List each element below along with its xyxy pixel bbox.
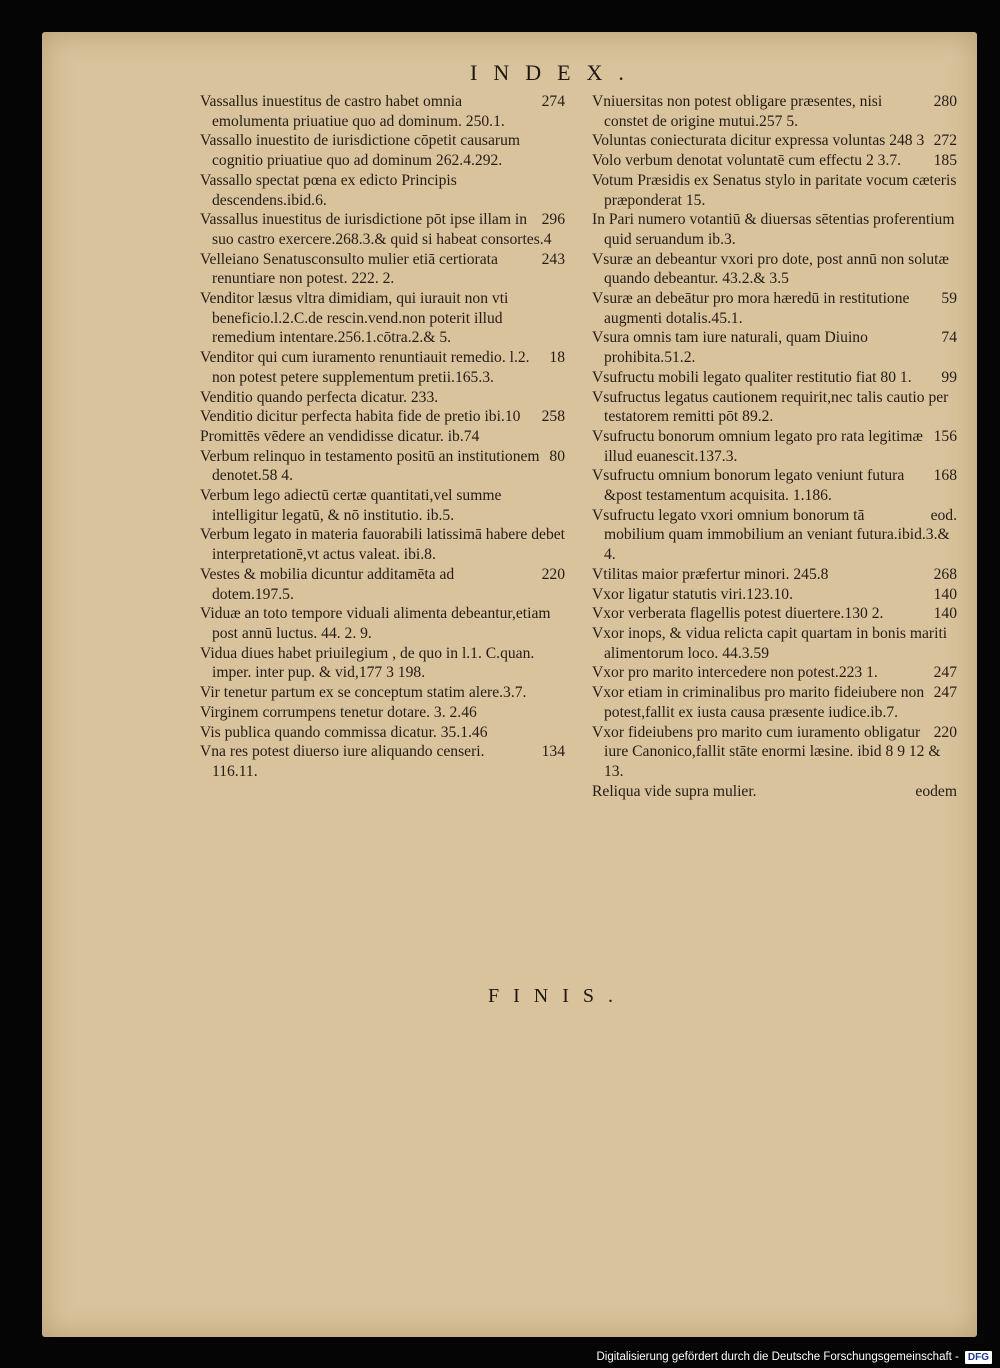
index-entry (592, 604, 957, 624)
index-entry-text: Vsufructu bonorum omnium legato pro rata legitimæ illud euanescit.137.3. (592, 427, 923, 465)
index-entry-text: Promittēs vēdere an vendidisse dicatur. ib.74 (200, 427, 480, 445)
index-entry (592, 210, 957, 249)
index-entry-page: 99 (941, 368, 957, 386)
index-entry (592, 624, 957, 663)
index-entry-text: Venditio dicitur perfecta habita fide de pretio ibi.10 (200, 408, 521, 426)
index-entry (592, 663, 957, 683)
index-entry-text: Vassallo spectat pœna ex edicto Principis descendens.ibid.6. (200, 171, 457, 209)
index-entry-page: 18 (549, 349, 565, 367)
index-entry (592, 585, 957, 605)
index-entry-text: Vniuersitas non potest obligare præsentes, nisi constet de origine mutui.257 5. (592, 93, 883, 130)
index-entry-page: 156 (933, 427, 957, 445)
index-entry (200, 742, 565, 781)
index-entry-page: 185 (933, 152, 957, 170)
index-entry (592, 565, 957, 585)
digitization-footer (596, 1348, 992, 1366)
finis-mark: FINIS. (488, 985, 628, 1007)
footer-credit: Digitalisierung gefördert durch die Deutsche Forschungsgemeinschaft - (596, 1351, 959, 1363)
index-entry (200, 486, 565, 525)
index-entry-text: Verbum relinquo in testamento positū an institutionem denotet.58 4. (200, 447, 540, 485)
index-entry-text: Vxor fideiubens pro marito cum iuramento obligatur iure Canonico,fallit stāte enormi læsine. ibid 8 9 12 & 13. (592, 723, 941, 780)
index-entry-text: Velleiano Senatusconsulto mulier etiā certiorata renuntiare non potest. 222. 2. (200, 250, 498, 288)
index-entry (592, 250, 957, 289)
index-entry-text: Vtilitas maior præfertur minori. 245.8 (592, 565, 829, 583)
index-entry-text: Vassallo inuestito de iurisdictione cōpetit causarum cognitio priuatiue quo ad dominum 262.4.292. (200, 132, 521, 170)
index-entry-text: Reliqua vide supra mulier. (592, 782, 757, 800)
index-entry (592, 506, 957, 565)
index-entry (200, 427, 565, 447)
index-entry (592, 723, 957, 782)
index-entry (200, 644, 565, 683)
index-entry-page: 280 (933, 93, 957, 110)
index-entry (200, 525, 565, 564)
index-entry-text: Verbum legato in materia fauorabili latissimā habere debet interpretationē,vt actus valeat. ibi.8. (200, 526, 566, 564)
index-entry (200, 92, 565, 131)
index-entry-text: Vxor verberata flagellis potest diuertere.130 2. (592, 605, 884, 623)
index-entry-page: 140 (933, 585, 957, 603)
index-entry-text: Venditio quando perfecta dicatur. 233. (200, 388, 439, 406)
index-entry-page: eod. (930, 506, 957, 524)
index-entry-page: 258 (541, 408, 565, 426)
index-entry (200, 388, 565, 408)
index-entry-text: Vsuræ an debeantur vxori pro dote, post annū non solutæ quando debeantur. 43.2.& 3.5 (592, 250, 949, 288)
index-entry-text: Viduæ an toto tempore viduali alimenta debeantur,etiam post annū luctus. 44. 2. 9. (200, 605, 551, 642)
index-entry (200, 131, 565, 170)
index-entry (200, 683, 565, 703)
index-entry-text: Vsufructu mobili legato qualiter restitutio fiat 80 1. (592, 368, 912, 386)
index-entry (592, 388, 957, 427)
index-entry-text: Vidua diues habet priuilegium , de quo in l.1. C.quan. imper. inter pup. & vid,177 3 198. (200, 644, 535, 682)
index-entry-text: Vis publica quando commissa dicatur. 35.1.46 (200, 723, 488, 741)
index-entry-text: Vsufructu omnium bonorum legato veniunt futura &post testamentum acquisita. 1.186. (592, 467, 905, 505)
index-entry-text: Virginem corrumpens tenetur dotare. 3. 2.46 (200, 703, 477, 721)
index-entry-text: Vassallus inuestitus de castro habet omnia emolumenta priuatiue quo ad dominum. 250.1. (200, 93, 505, 130)
index-entry-text: Vsufructus legatus cautionem requirit,nec talis cautio per testatorem remitti pōt 89.2. (592, 388, 949, 426)
index-entry-page: eodem (915, 782, 957, 800)
index-entry (592, 328, 957, 367)
index-entry-page: 274 (541, 93, 565, 110)
index-entry-text: Verbum lego adiectū certæ quantitati,vel summe intelligitur legatū, & nō institutio. ib.5. (200, 487, 502, 524)
index-entry-page: 268 (933, 565, 957, 583)
index-entry (592, 368, 957, 388)
index-entry-page: 74 (941, 329, 957, 347)
index-entry-text: Volo verbum denotat voluntatē cum effectu 2 3.7. (592, 152, 902, 170)
index-entry (592, 289, 957, 328)
index-entry-page: 243 (541, 250, 565, 268)
index-entry (592, 151, 957, 171)
index-entry-text: Vna res potest diuerso iure aliquando censeri. 116.11. (200, 743, 485, 780)
index-column-left (200, 92, 565, 782)
index-entry (200, 447, 565, 486)
index-entry (200, 723, 565, 743)
index-column-right (592, 92, 957, 801)
index-entry-text: Vsura omnis tam iure naturali, quam Diuino prohibita.51.2. (592, 329, 868, 367)
index-entry-page: 140 (933, 605, 957, 623)
index-entry (592, 683, 957, 722)
index-entry (200, 565, 565, 604)
index-entry-page: 59 (941, 290, 957, 308)
index-entry (200, 407, 565, 427)
index-entry-text: Venditor qui cum iuramento renuntiauit remedio. l.2. non potest petere supplementum pretii.165.3. (200, 349, 530, 386)
index-entry-text: Vxor ligatur statutis viri.123.10. (592, 585, 793, 603)
index-entry (592, 782, 957, 802)
index-entry (592, 427, 957, 466)
index-entry (592, 171, 957, 210)
index-entry (592, 466, 957, 505)
index-entry-page: 168 (933, 467, 957, 485)
index-entry-page: 247 (933, 684, 957, 702)
index-entry (200, 604, 565, 643)
index-entry-text: Vsuræ an debeātur pro mora hæredū in restitutione augmenti dotalis.45.1. (592, 290, 910, 327)
index-entry (200, 171, 565, 210)
index-entry (200, 703, 565, 723)
index-entry (200, 210, 565, 249)
index-entry-page: 80 (549, 447, 565, 465)
index-entry-text: Vir tenetur partum ex se conceptum statim alere.3.7. (200, 684, 527, 702)
index-entry-text: Vxor inops, & vidua relicta capit quartam in bonis mariti alimentorum loco. 44.3.59 (592, 624, 948, 662)
index-entry (200, 250, 565, 289)
index-entry-text: In Pari numero votantiū & diuersas sētentias proferentium quid seruandum ib.3. (592, 211, 955, 248)
index-entry (592, 92, 957, 131)
index-entry-text: Vxor pro marito intercedere non potest.223 1. (592, 664, 878, 682)
index-entry-page: 220 (541, 565, 565, 583)
index-entry (200, 289, 565, 348)
index-entry-page: 296 (541, 211, 565, 229)
index-entry-page: 247 (933, 664, 957, 682)
index-entry-page: 134 (541, 743, 565, 761)
index-entry-text: Vestes & mobilia dicuntur additamēta ad dotem.197.5. (200, 565, 455, 603)
index-entry-text: Vxor etiam in criminalibus pro marito fideiubere non potest,fallit ex iusta causa præsente iudice.ib.7. (592, 684, 925, 721)
index-entry-text: Votum Præsidis ex Senatus stylo in paritate vocum cæteris præponderat 15. (592, 171, 957, 209)
index-entry-text: Vassallus inuestitus de iurisdictione pōt ipse illam in suo castro exercere.268.3.& quid si habeat consortes.4 (200, 211, 552, 248)
running-head: INDEX. (470, 60, 640, 85)
index-entry (200, 348, 565, 387)
index-entry-page: 220 (933, 723, 957, 741)
dfg-logo: DFG (965, 1351, 992, 1364)
index-entry (592, 131, 957, 151)
index-entry-text: Venditor læsus vltra dimidiam, qui iurauit non vti beneficio.l.2.C.de rescin.vend.non poterit illud remedium intentare.256.1.cōtra.2.& 5. (200, 290, 509, 347)
index-entry-page: 272 (933, 132, 957, 150)
index-entry-text: Vsufructu legato vxori omnium bonorum tā mobilium quam immobilium an veniant futura.ibid.3.& 4. (592, 506, 950, 564)
index-entry-text: Voluntas coniecturata dicitur expressa voluntas 248 3 (592, 132, 925, 150)
